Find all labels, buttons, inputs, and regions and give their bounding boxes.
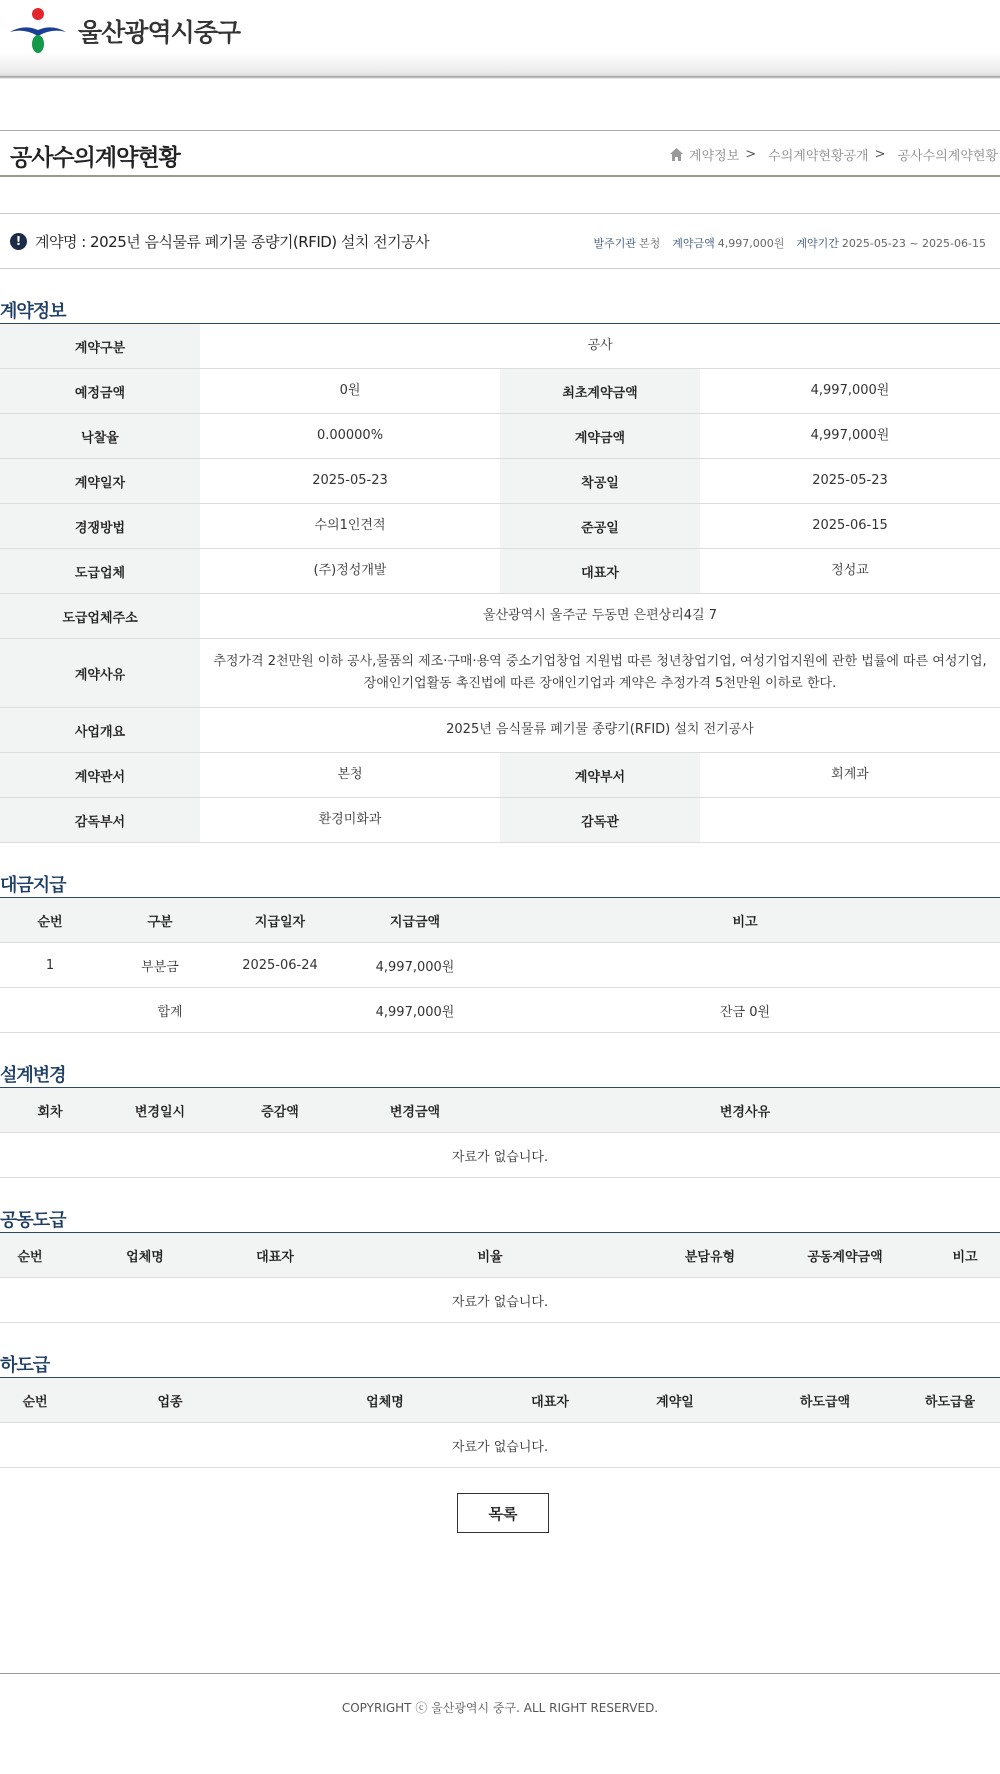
table-row [0,639,1000,708]
section-title-subcontract: 하도급 [0,1355,50,1376]
row-label: 사업개요 [0,708,200,753]
site-header [0,0,1000,86]
site-footer [0,1673,1000,1774]
table-row [0,414,1000,459]
row-value: 환경미화과 [200,798,500,843]
empty-message: 자료가 없습니다. [0,1133,1000,1178]
table-row [0,369,1000,414]
column-header: 하도급액 [750,1378,900,1423]
column-header: 공동계약금액 [760,1233,930,1278]
column-header: 비고 [490,898,1000,943]
contract-name: 계약명 : 2025년 음식물류 폐기물 종량기(RFID) 설치 전기공사 [35,233,430,251]
home-icon[interactable] [670,148,683,161]
total-label: 합계 [0,988,340,1033]
section-title-payments: 대금지급 [0,875,66,896]
breadcrumb-item-contract-info[interactable]: 계약정보 [689,149,740,164]
table-row [0,504,1000,549]
table-row [0,943,1000,988]
row-label: 최초계약금액 [500,369,700,414]
column-header: 비고 [930,1233,1000,1278]
empty-row [0,1278,1000,1323]
total-row [0,988,1000,1033]
org-label: 발주기관 [593,237,637,250]
empty-message: 자료가 없습니다. [0,1423,1000,1468]
column-header: 계약일 [600,1378,750,1423]
column-header: 업종 [70,1378,270,1423]
exclamation-icon: ! [10,233,27,250]
row-value: 울산광역시 울주군 두동면 은편상리4길 7 [200,594,1000,639]
table-header-row [0,1378,1000,1423]
org-value: 본청 [639,237,661,250]
total-amount: 4,997,000원 [340,988,490,1033]
table-cell: 1 [0,943,100,988]
row-value: 공사 [200,324,1000,369]
amount-value: 4,997,000원 [717,237,785,250]
row-label: 착공일 [500,459,700,504]
row-label: 계약부서 [500,753,700,798]
row-label: 계약금액 [500,414,700,459]
column-header: 변경금액 [340,1088,490,1133]
summary-meta [594,235,987,251]
table-row [0,594,1000,639]
column-header: 대표자 [230,1233,320,1278]
column-header: 증감액 [220,1088,340,1133]
row-label: 계약관서 [0,753,200,798]
subcontract-table [0,1377,1000,1468]
table-row [0,798,1000,843]
section-title-design-changes: 설계변경 [0,1065,66,1086]
page-title: 공사수의계약현황 [10,145,180,171]
list-button[interactable]: 목록 [457,1493,549,1533]
table-row [0,324,1000,369]
column-header: 업체명 [270,1378,500,1423]
period-value: 2025-05-23 ~ 2025-06-15 [841,237,986,250]
row-label: 도급업체주소 [0,594,200,639]
column-header: 회차 [0,1088,100,1133]
table-row [0,753,1000,798]
breadcrumb-item-private-contract[interactable]: 수의계약현황공개 [768,149,869,164]
contract-info-table [0,323,1000,843]
row-value: 2025-05-23 [200,459,500,504]
table-cell [490,943,1000,988]
contract-summary [0,213,1000,269]
column-header: 구분 [100,898,220,943]
empty-message: 자료가 없습니다. [0,1278,1000,1323]
row-label: 감독부서 [0,798,200,843]
table-row [0,708,1000,753]
row-label: 준공일 [500,504,700,549]
row-value: 4,997,000원 [700,369,1000,414]
row-label: 낙찰율 [0,414,200,459]
joint-contract-table [0,1232,1000,1323]
breadcrumb [670,145,998,164]
column-header: 순번 [0,898,100,943]
total-note: 잔금 0원 [490,988,1000,1033]
section-title-joint: 공동도급 [0,1210,66,1231]
row-label: 경쟁방법 [0,504,200,549]
design-changes-table [0,1087,1000,1178]
row-label: 계약일자 [0,459,200,504]
breadcrumb-separator: > [874,147,886,162]
column-header: 순번 [0,1233,60,1278]
row-value: 본청 [200,753,500,798]
row-label: 예정금액 [0,369,200,414]
column-header: 비율 [320,1233,660,1278]
site-name: 울산광역시중구 [78,18,241,47]
column-header: 변경사유 [490,1088,1000,1133]
table-cell: 부분금 [100,943,220,988]
empty-row [0,1133,1000,1178]
row-value: 2025년 음식물류 폐기물 종량기(RFID) 설치 전기공사 [200,708,1000,753]
column-header: 지급금액 [340,898,490,943]
row-label: 대표자 [500,549,700,594]
row-value: 0.00000% [200,414,500,459]
table-cell: 4,997,000원 [340,943,490,988]
column-header: 분담유형 [660,1233,760,1278]
empty-row [0,1423,1000,1468]
row-value: 추정가격 2천만원 이하 공사,물품의 제조·구매·용역 중소기업창업 지원법 따른 청년창업기업, 여성기업지원에 관한 법률에 따른 여성기업, 장애인기업활동 촉진법에 따른 장애인기업과 계약은 추정가격 5천만원 이하로 한다. [200,639,1000,708]
table-row [0,459,1000,504]
copyright-text: COPYRIGHT ⓒ 울산광역시 중구. ALL RIGHT RESERVED. [341,1701,659,1715]
table-header-row [0,1088,1000,1133]
row-label: 도급업체 [0,549,200,594]
amount-label: 계약금액 [672,237,715,250]
breadcrumb-separator: > [745,147,757,162]
row-value: 회계과 [700,753,1000,798]
table-header-row [0,898,1000,943]
table-header-row [0,1233,1000,1278]
section-title-contract-info: 계약정보 [0,301,66,322]
column-header: 지급일자 [220,898,340,943]
row-value: 2025-06-15 [700,504,1000,549]
row-label: 계약사유 [0,639,200,708]
payments-table [0,897,1000,1033]
table-cell: 2025-06-24 [220,943,340,988]
column-header: 하도급율 [900,1378,1000,1423]
row-label: 계약구분 [0,324,200,369]
column-header: 순번 [0,1378,70,1423]
row-value: 2025-05-23 [700,459,1000,504]
table-row [0,549,1000,594]
column-header: 대표자 [500,1378,600,1423]
row-label: 감독관 [500,798,700,843]
emblem-icon [8,8,68,54]
row-value: 0원 [200,369,500,414]
period-label: 계약기간 [796,237,839,250]
row-value: 수의1인견적 [200,504,500,549]
site-logo[interactable] [8,8,240,54]
row-value: 정성교 [700,549,1000,594]
row-value [700,798,1000,843]
column-header: 업체명 [60,1233,230,1278]
breadcrumb-item-current[interactable]: 공사수의계약현황 [897,149,998,164]
page-title-bar [0,130,1000,177]
row-value: 4,997,000원 [700,414,1000,459]
row-value: (주)정성개발 [200,549,500,594]
column-header: 변경일시 [100,1088,220,1133]
